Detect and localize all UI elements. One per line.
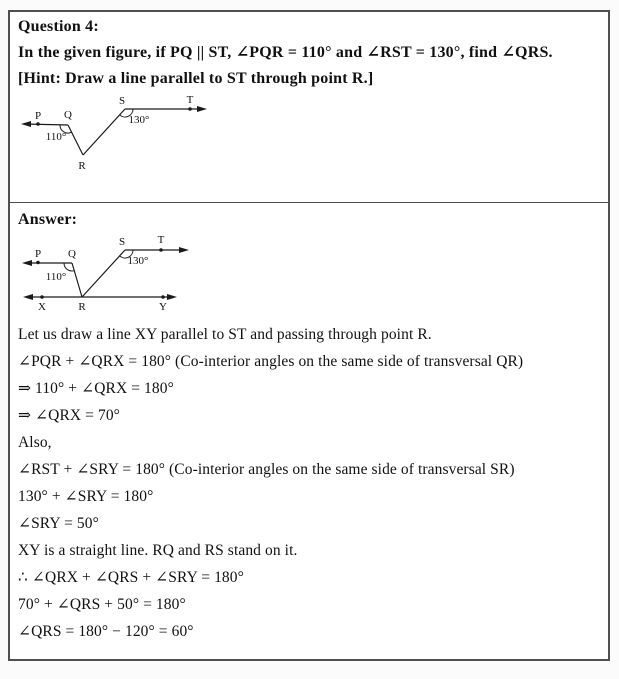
fig2-label-Q: Q xyxy=(68,248,76,260)
fig1-line-RS xyxy=(83,109,125,155)
answer-heading: Answer: xyxy=(18,211,78,228)
answer-work xyxy=(10,317,608,645)
fig1-angle-Q-value: 110° xyxy=(45,131,67,143)
fig2-label-T: T xyxy=(157,234,165,246)
fig2-point-T-dot xyxy=(159,248,163,252)
answer-line: ∠QRS = 180° − 120° = 60° xyxy=(18,623,194,640)
answer-line: ∠RST + ∠SRY = 180° (Co-interior angles on the same side of transversal SR) xyxy=(18,461,515,478)
fig1-label-R: R xyxy=(78,160,86,172)
fig2-angle-S-value: 130° xyxy=(127,255,149,267)
fig2-label-P: P xyxy=(34,248,42,260)
fig2-angle-Q-value: 110° xyxy=(45,271,67,283)
answer-line: 70° + ∠QRS + 50° = 180° xyxy=(18,596,186,613)
answer-line: 130° + ∠SRY = 180° xyxy=(18,488,154,505)
fig2-point-X-dot xyxy=(40,295,44,299)
answer-line: ∠SRY = 50° xyxy=(18,515,99,532)
answer-line: ∠PQR + ∠QRX = 180° (Co-interior angles on the same side of transversal QR) xyxy=(18,353,524,370)
fig1-left-arrow-icon xyxy=(21,121,31,127)
question-statement: In the given figure, if PQ || ST, ∠PQR = 110° and ∠RST = 130°, find ∠QRS. xyxy=(18,44,553,61)
answer-line: ∴ ∠QRX + ∠QRS + ∠SRY = 180° xyxy=(18,569,244,586)
fig2-label-R: R xyxy=(78,301,86,313)
fig2-xy-left-arrow-icon xyxy=(23,294,33,300)
answer-line: XY is a straight line. RQ and RS stand on it. xyxy=(18,542,298,559)
answer-figure xyxy=(15,233,200,315)
fig1-label-Q: Q xyxy=(64,109,72,121)
fig1-right-arrow-icon xyxy=(197,106,207,112)
answer-line: ⇒ ∠QRX = 70° xyxy=(18,407,120,424)
fig2-label-X: X xyxy=(38,301,46,313)
fig1-label-P: P xyxy=(34,110,42,122)
answer-line: Also, xyxy=(18,434,52,451)
fig2-point-Y-dot xyxy=(161,295,165,299)
fig2-label-Y: Y xyxy=(159,301,167,313)
fig2-line-RS xyxy=(82,250,125,297)
fig2-xy-right-arrow-icon xyxy=(167,294,177,300)
fig1-angle-S-value: 130° xyxy=(128,114,150,126)
question-hint: [Hint: Draw a line parallel to ST through point R.] xyxy=(18,70,374,87)
question-section xyxy=(10,12,608,92)
fig1-label-S: S xyxy=(118,95,126,107)
answer-line: Let us draw a line XY parallel to ST and passing through point R. xyxy=(18,326,432,343)
fig1-label-T: T xyxy=(186,94,194,106)
question-figure xyxy=(15,92,225,177)
fig1-point-T-dot xyxy=(188,107,192,111)
question-answer-card xyxy=(8,10,610,661)
fig2-left-arrow-icon xyxy=(22,260,32,266)
fig2-line-QR xyxy=(72,263,82,297)
question-heading: Question 4: xyxy=(18,18,99,35)
answer-line: ⇒ 110° + ∠QRX = 180° xyxy=(18,380,174,397)
fig2-label-S: S xyxy=(118,236,126,248)
fig1-point-P-dot xyxy=(36,122,40,126)
answer-section xyxy=(10,203,608,233)
fig1-line-QR xyxy=(68,125,83,155)
fig2-right-arrow-icon xyxy=(179,247,189,253)
fig2-point-P-dot xyxy=(36,261,40,265)
